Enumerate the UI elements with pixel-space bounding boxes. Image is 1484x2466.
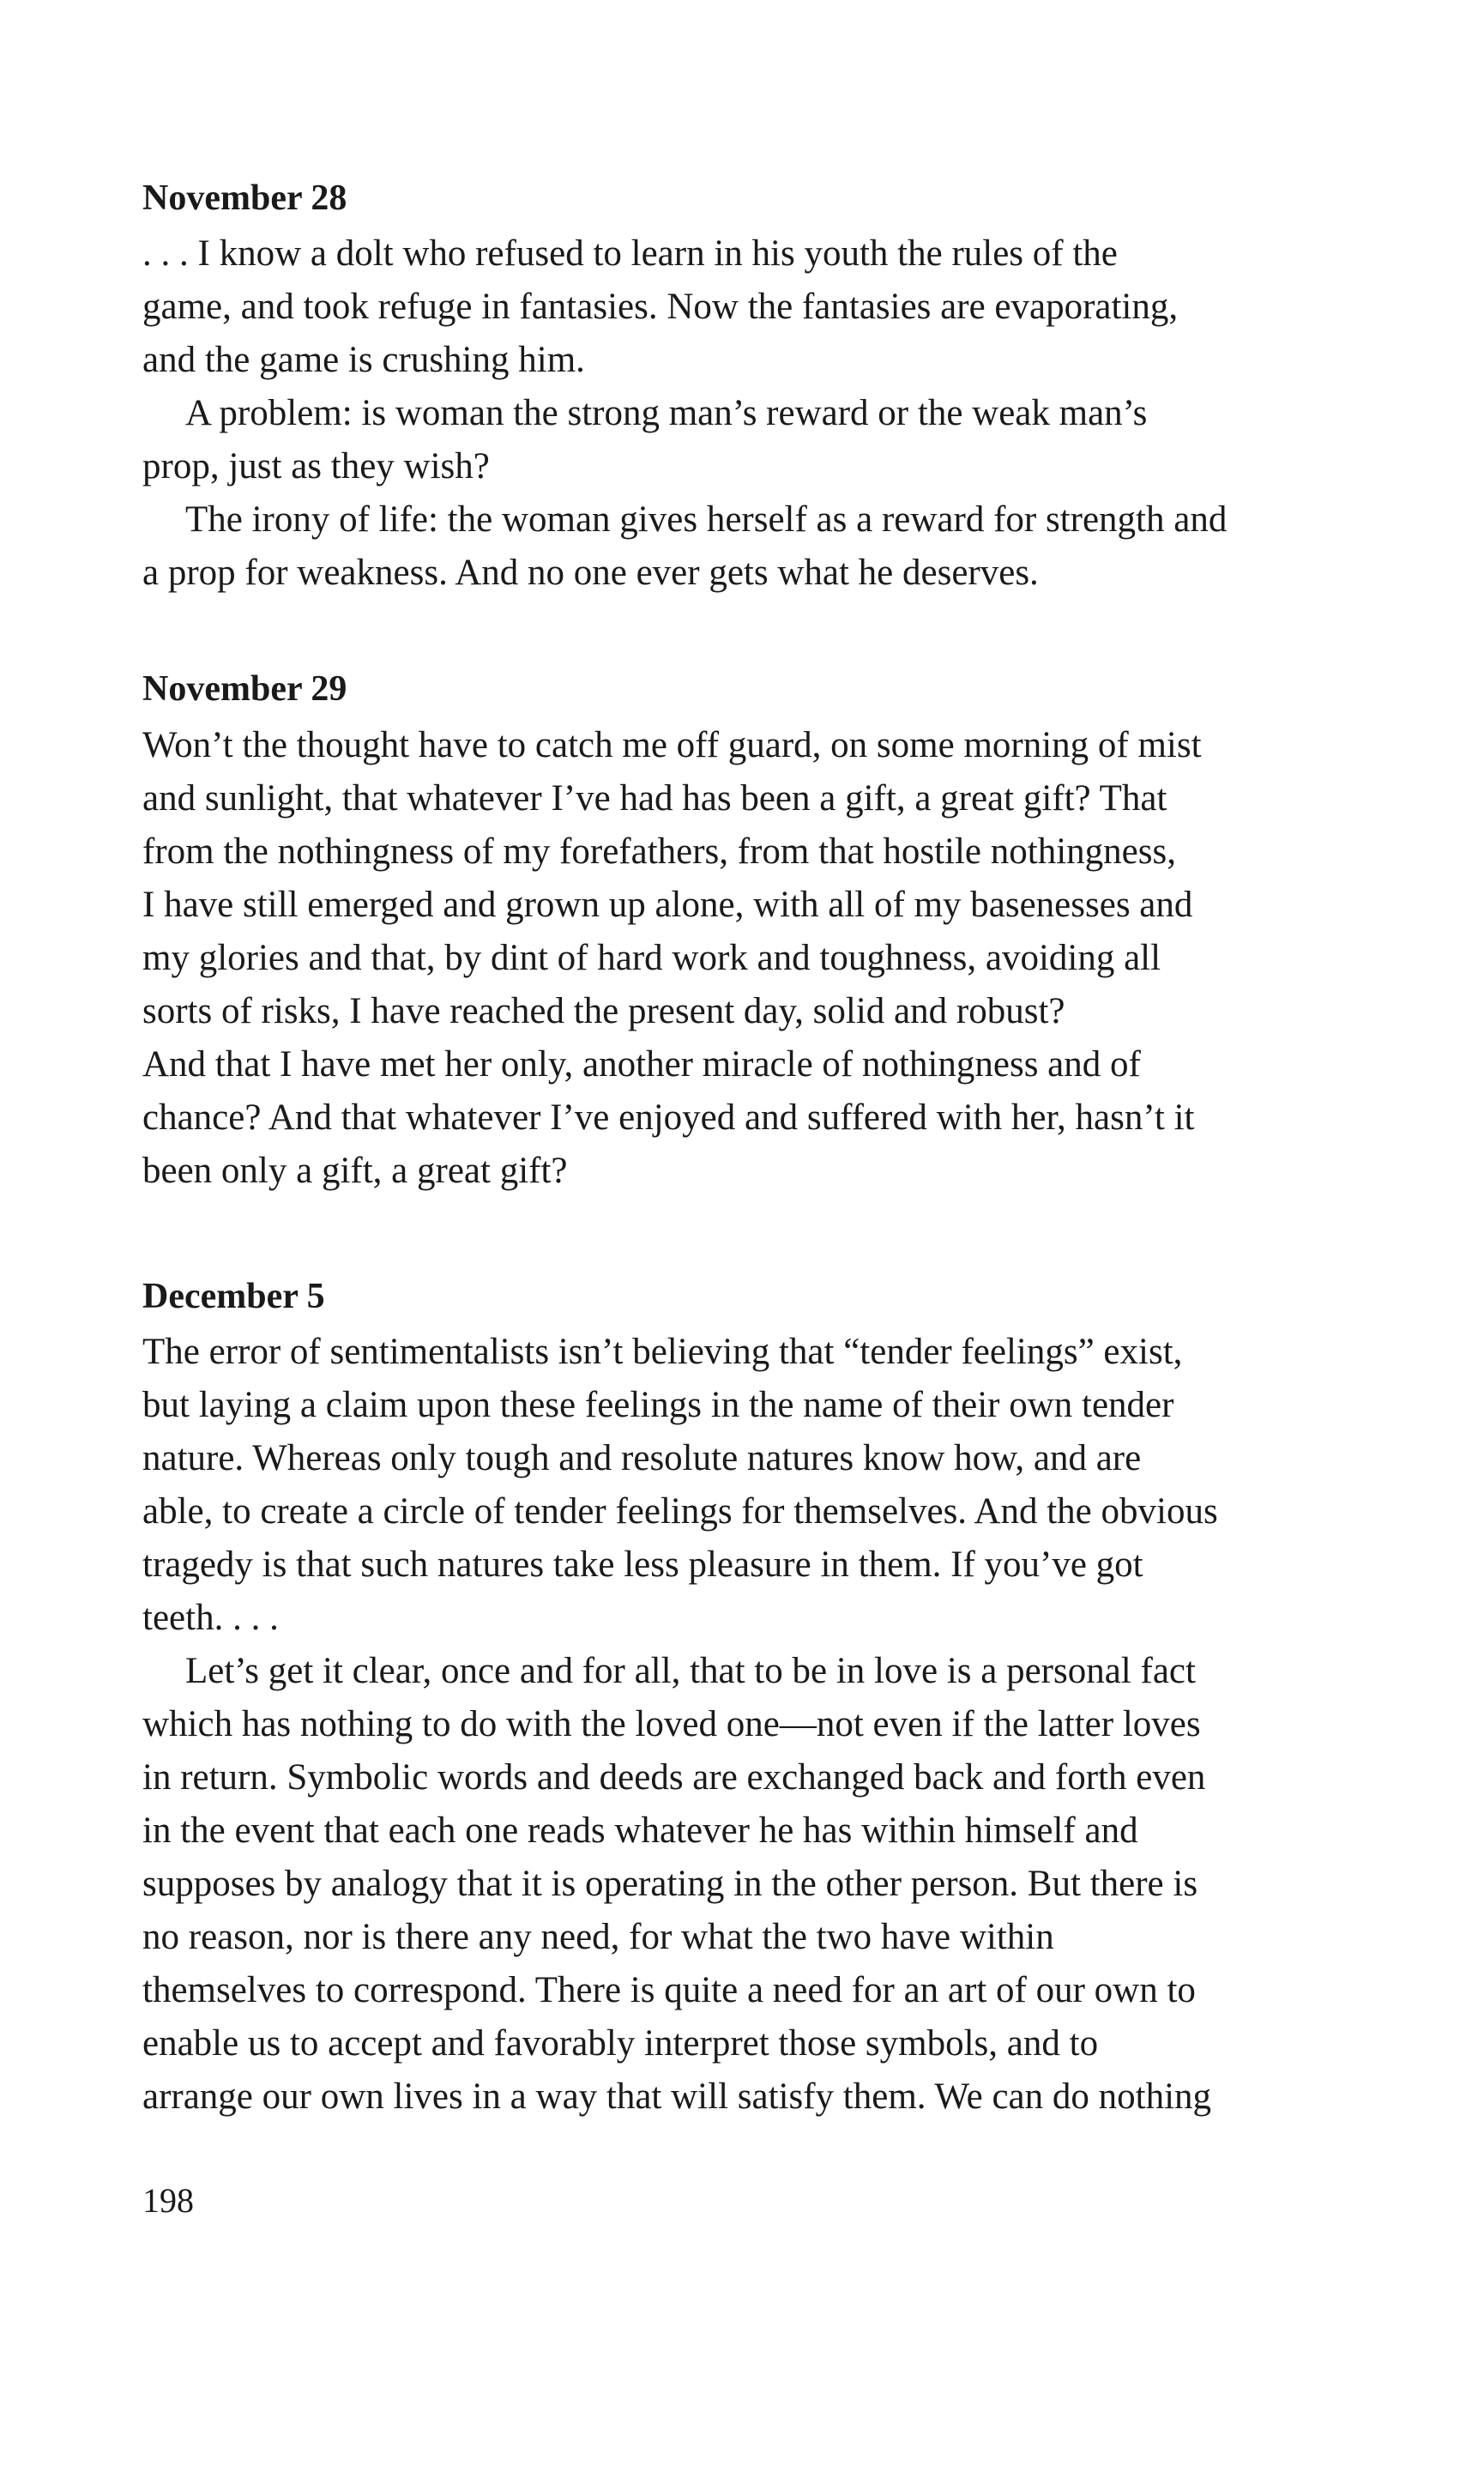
- text-line: my glories and that, by dint of hard work and toughness, avoiding all: [142, 938, 1161, 978]
- text-line: enable us to accept and favorably interpret those symbols, and to: [142, 2023, 1099, 2064]
- text-line: Let’s get it clear, once and for all, that to be in love is a personal fact: [185, 1651, 1196, 1691]
- text-line: . . . I know a dolt who refused to learn in his youth the rules of the: [142, 233, 1118, 274]
- text-line: in the event that each one reads whatever he has within himself and: [142, 1810, 1138, 1851]
- text-line: tragedy is that such natures take less pleasure in them. If you’ve got: [142, 1544, 1143, 1585]
- text-line: in return. Symbolic words and deeds are exchanged back and forth even: [142, 1757, 1206, 1798]
- text-line: I have still emerged and grown up alone, with all of my basenesses and: [142, 885, 1193, 925]
- text-line: and the game is crushing him.: [142, 340, 585, 380]
- text-line: game, and took refuge in fantasies. Now the fantasies are evaporating,: [142, 287, 1179, 327]
- text-line: The irony of life: the woman gives herself as a reward for strength and: [185, 499, 1228, 540]
- text-line: no reason, nor is there any need, for what the two have within: [142, 1917, 1054, 1957]
- text-line: arrange our own lives in a way that will satisfy them. We can do nothing: [142, 2076, 1212, 2117]
- page-number: 198: [142, 2181, 194, 2220]
- text-line: and sunlight, that whatever I’ve had has been a gift, a great gift? That: [142, 778, 1167, 819]
- text-line: supposes by analogy that it is operating in the other person. But there is: [142, 1864, 1198, 1904]
- text-line: sorts of risks, I have reached the present day, solid and robust?: [142, 991, 1065, 1031]
- text-line: teeth. . . .: [142, 1598, 279, 1638]
- entry-date-heading: December 5: [142, 1277, 325, 1316]
- text-line: a prop for weakness. And no one ever gets what he deserves.: [142, 553, 1039, 593]
- text-line: themselves to correspond. There is quite a need for an art of our own to: [142, 1970, 1196, 2010]
- entry-date-heading: November 28: [142, 178, 347, 218]
- text-line: chance? And that whatever I’ve enjoyed and suffered with her, hasn’t it: [142, 1097, 1195, 1138]
- text-line: nature. Whereas only tough and resolute natures know how, and are: [142, 1438, 1142, 1478]
- text-line: A problem: is woman the strong man’s reward or the weak man’s: [185, 393, 1148, 433]
- text-line: Won’t the thought have to catch me off guard, on some morning of mist: [142, 725, 1202, 765]
- text-line: been only a gift, a great gift?: [142, 1151, 568, 1191]
- text-line: And that I have met her only, another miracle of nothingness and of: [142, 1044, 1141, 1085]
- text-line: which has nothing to do with the loved one—not even if the latter loves: [142, 1704, 1201, 1744]
- text-line: but laying a claim upon these feelings in the name of their own tender: [142, 1385, 1174, 1425]
- text-line: The error of sentimentalists isn’t believing that “tender feelings” exist,: [142, 1332, 1183, 1372]
- text-line: prop, just as they wish?: [142, 446, 490, 487]
- entry-date-heading: November 29: [142, 669, 347, 709]
- text-line: from the nothingness of my forefathers, from that hostile nothingness,: [142, 831, 1176, 872]
- text-line: able, to create a circle of tender feelings for themselves. And the obvious: [142, 1491, 1218, 1532]
